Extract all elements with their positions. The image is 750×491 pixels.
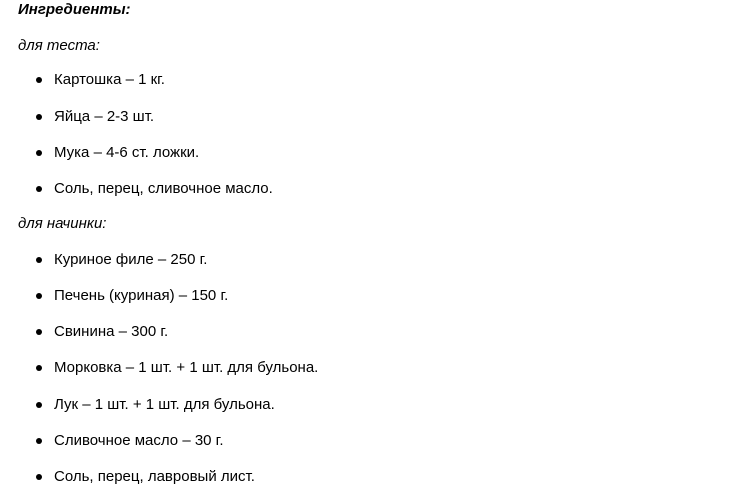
list-item-text: Свинина – 300 г.: [54, 323, 169, 340]
bullet-icon: [36, 293, 42, 299]
bullet-icon: [36, 474, 42, 480]
bullet-icon: [36, 257, 42, 263]
bullet-icon: [36, 186, 42, 192]
bullet-icon: [36, 114, 42, 120]
list-item-text: Картошка – 1 кг.: [54, 71, 165, 88]
list-item-text: Соль, перец, лавровый лист.: [54, 468, 255, 485]
bullet-icon: [36, 365, 42, 371]
bullet-icon: [36, 77, 42, 83]
filling-section-label: для начинки:: [18, 215, 107, 232]
list-item-text: Сливочное масло – 30 г.: [54, 432, 224, 449]
bullet-icon: [36, 438, 42, 444]
list-item-text: Лук – 1 шт. + 1 шт. для бульона.: [54, 396, 275, 413]
list-item-text: Печень (куриная) – 150 г.: [54, 287, 229, 304]
bullet-icon: [36, 329, 42, 335]
list-item-text: Яйца – 2-3 шт.: [54, 108, 155, 125]
list-item-text: Морковка – 1 шт. + 1 шт. для бульона.: [54, 359, 319, 376]
list-item-text: Куриное филе – 250 г.: [54, 251, 208, 268]
list-item-text: Соль, перец, сливочное масло.: [54, 180, 273, 197]
bullet-icon: [36, 150, 42, 156]
bullet-icon: [36, 402, 42, 408]
list-item-text: Мука – 4-6 ст. ложки.: [54, 144, 200, 161]
ingredients-heading: Ингредиенты:: [18, 1, 131, 18]
dough-section-label: для теста:: [18, 37, 100, 54]
